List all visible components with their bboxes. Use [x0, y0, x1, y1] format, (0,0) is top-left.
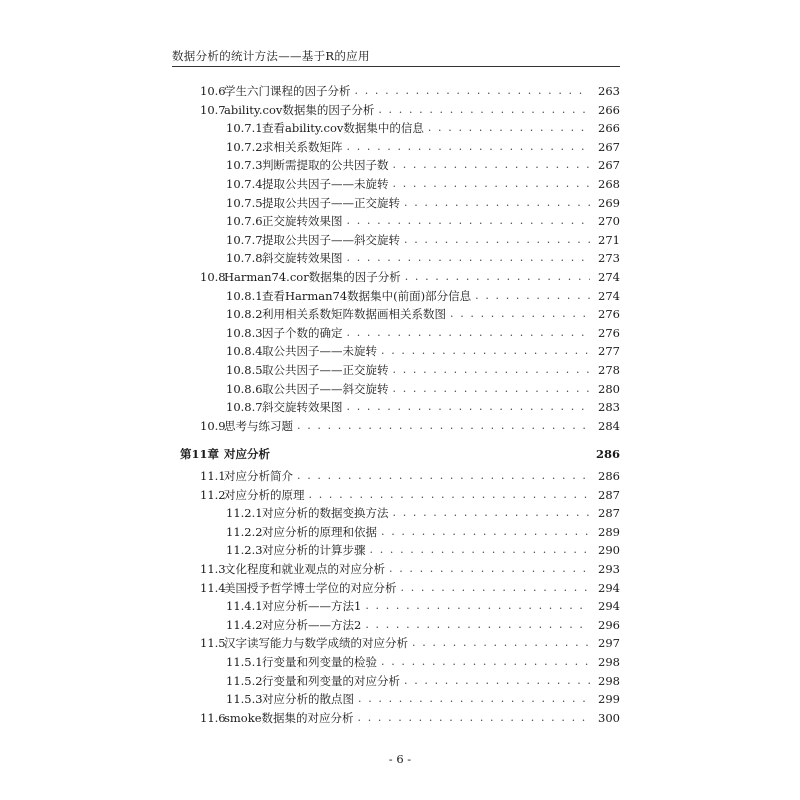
toc-title: 汉字读写能力与数学成绩的对应分析 [224, 636, 408, 651]
toc-number: 10.7.2 [226, 139, 263, 154]
toc-page-number: 298 [598, 655, 620, 669]
toc-title: 判断需提取的公共因子数 [262, 158, 389, 173]
toc-number: 11.4.1 [226, 599, 263, 614]
dot-leader [378, 101, 590, 119]
toc-subsection-row[interactable] [226, 672, 620, 690]
dot-leader [381, 653, 590, 671]
toc-subsection-row[interactable] [226, 504, 620, 522]
dot-leader [393, 175, 591, 193]
toc-number: 11.5 [200, 636, 226, 651]
toc-page-number: 296 [598, 617, 620, 632]
dot-leader [309, 486, 591, 504]
toc-section-row[interactable] [200, 634, 620, 652]
toc-title: 斜交旋转效果图 [262, 400, 343, 415]
toc-title: 对应分析的计算步骤 [262, 543, 366, 558]
dot-leader [347, 212, 591, 230]
header-rule [172, 66, 620, 67]
toc-page-number: 280 [598, 381, 620, 396]
toc-number: 11.5.1 [226, 655, 263, 669]
toc-page-number: 274 [598, 270, 620, 284]
toc-number: 10.8.7 [226, 400, 263, 415]
dot-leader [381, 342, 590, 360]
toc-page-number: 284 [598, 418, 620, 433]
toc-title: 对应分析——方法1 [262, 599, 362, 614]
toc-title: 对应分析 [224, 447, 270, 462]
dot-leader [393, 156, 591, 174]
toc-title: 提取公共因子——斜交旋转 [262, 232, 400, 247]
toc-page-number: 294 [598, 580, 620, 595]
toc-page-number: 290 [598, 543, 620, 558]
toc-title: 提取公共因子——未旋转 [262, 177, 389, 191]
toc-title: 斜交旋转效果图 [262, 251, 343, 266]
toc-title: 对应分析的散点图 [262, 692, 354, 707]
toc-number: 10.8.2 [226, 307, 263, 322]
toc-page-number: 266 [598, 102, 620, 117]
toc-page-number: 269 [598, 195, 620, 210]
toc-page-number: 286 [598, 469, 620, 483]
toc-title: smoke数据集的对应分析 [224, 710, 354, 725]
toc-number: 10.7.4 [226, 177, 263, 191]
toc-title: 取公共因子——正交旋转 [262, 363, 389, 377]
toc-subsection-row[interactable] [226, 523, 620, 541]
dot-leader [358, 690, 590, 708]
toc-title: 提取公共因子——正交旋转 [262, 195, 400, 210]
dot-leader [347, 398, 591, 416]
toc-subsection-row[interactable] [226, 324, 620, 342]
toc-number: 10.8.3 [226, 325, 263, 340]
toc-title: 查看ability.cov数据集中的信息 [262, 121, 424, 136]
dot-leader [475, 287, 590, 305]
toc-subsection-row[interactable] [226, 398, 620, 416]
toc-number: 11.3 [200, 562, 226, 576]
toc-subsection-row[interactable] [226, 212, 620, 230]
dot-leader [355, 82, 591, 100]
dot-leader [404, 231, 590, 249]
toc-number: 第11章 [180, 447, 220, 462]
toc-title: 对应分析——方法2 [262, 617, 362, 632]
toc-number: 11.6 [200, 710, 226, 725]
toc-section-row[interactable] [200, 709, 620, 727]
toc-page-number: 300 [598, 710, 620, 725]
dot-leader [401, 579, 591, 597]
toc-title: 取公共因子——斜交旋转 [262, 381, 389, 396]
dot-leader [347, 249, 591, 267]
toc-subsection-row[interactable] [226, 380, 620, 398]
toc-number: 11.2.1 [226, 506, 263, 521]
toc-subsection-row[interactable] [226, 361, 620, 379]
toc-subsection-row[interactable] [226, 249, 620, 267]
toc-subsection-row[interactable] [226, 616, 620, 634]
toc-number: 10.7.1 [226, 121, 263, 136]
toc-chapter-row[interactable] [180, 445, 620, 463]
toc-title: 对应分析简介 [224, 469, 293, 483]
page-number: - 6 - [388, 752, 412, 766]
toc-section-row[interactable] [200, 560, 620, 578]
toc-subsection-row[interactable] [226, 690, 620, 708]
dot-leader [370, 541, 591, 559]
dot-leader [381, 523, 590, 541]
toc-page-number: 283 [598, 400, 620, 415]
dot-leader [450, 305, 590, 323]
toc-page-number: 276 [598, 325, 620, 340]
toc-number: 10.6 [200, 84, 226, 98]
toc-page-number: 287 [598, 487, 620, 502]
toc-page-number: 297 [598, 636, 620, 651]
dot-leader [297, 417, 590, 435]
toc-number: 10.7.8 [226, 251, 263, 266]
dot-leader [365, 616, 590, 634]
toc-page-number: 267 [598, 139, 620, 154]
toc-page-number: 289 [598, 524, 620, 539]
dot-leader [347, 324, 591, 342]
toc-title: 文化程度和就业观点的对应分析 [224, 562, 385, 576]
toc-page-number: 267 [598, 158, 620, 173]
toc-number: 11.5.2 [226, 673, 263, 688]
toc-title: 思考与练习题 [224, 418, 293, 433]
toc-title: 正交旋转效果图 [262, 214, 343, 229]
toc-subsection-row[interactable] [226, 156, 620, 174]
toc-number: 10.7.6 [226, 214, 263, 229]
dot-leader [393, 504, 591, 522]
toc-page-number: 293 [598, 562, 620, 576]
toc-page-number: 263 [598, 84, 620, 98]
toc-page-number: 286 [595, 447, 620, 462]
dot-leader [404, 672, 590, 690]
toc-number: 11.4.2 [226, 617, 263, 632]
toc-title: 学生六门课程的因子分析 [224, 84, 351, 98]
dot-leader [404, 194, 590, 212]
toc-subsection-row[interactable] [226, 138, 620, 156]
dot-leader [393, 380, 591, 398]
toc-title: 因子个数的确定 [262, 325, 343, 340]
toc-page-number: 271 [598, 232, 620, 247]
dot-leader [412, 634, 590, 652]
toc-number: 11.4 [200, 580, 226, 595]
toc-number: 10.8.6 [226, 381, 263, 396]
toc-title: 行变量和列变量的检验 [262, 655, 377, 669]
toc-number: 11.2.2 [226, 524, 263, 539]
toc-page-number: 268 [598, 177, 620, 191]
dot-leader [347, 138, 591, 156]
toc-number: 10.7.3 [226, 158, 263, 173]
toc-page-number: 277 [598, 344, 620, 359]
toc-title: 对应分析的原理和依据 [262, 524, 377, 539]
toc-number: 11.1 [200, 469, 226, 483]
toc-number: 10.7.7 [226, 232, 263, 247]
toc-page-number: 266 [598, 121, 620, 136]
toc-number: 11.5.3 [226, 692, 263, 707]
toc-title: 行变量和列变量的对应分析 [262, 673, 400, 688]
toc-subsection-row[interactable] [226, 175, 620, 193]
dot-leader [389, 560, 590, 578]
toc-page-number: 294 [598, 599, 620, 614]
toc-subsection-row[interactable] [226, 305, 620, 323]
toc-title: 美国授予哲学博士学位的对应分析 [224, 580, 397, 595]
toc-title: 对应分析的原理 [224, 487, 305, 502]
toc-number: 10.8.1 [226, 288, 263, 303]
dot-leader [428, 119, 590, 137]
toc-page-number: 270 [598, 214, 620, 229]
toc-number: 10.7.5 [226, 195, 263, 210]
toc-subsection-row[interactable] [226, 231, 620, 249]
toc-subsection-row[interactable] [226, 119, 620, 137]
dot-leader [365, 597, 590, 615]
toc-section-row[interactable] [200, 417, 620, 435]
toc-section-row[interactable] [200, 101, 620, 119]
toc-page-number: 274 [598, 288, 620, 303]
toc-number: 10.8 [200, 270, 226, 284]
dot-leader [393, 361, 591, 379]
toc-section-row[interactable] [200, 486, 620, 504]
toc-page-number: 273 [598, 251, 620, 266]
toc-title: Harman74.cor数据集的因子分析 [224, 270, 401, 284]
toc-number: 11.2 [200, 487, 226, 502]
toc-title: ability.cov数据集的因子分析 [224, 102, 375, 117]
toc-number: 10.9 [200, 418, 226, 433]
toc-section-row[interactable] [200, 268, 620, 286]
toc-title: 取公共因子——未旋转 [262, 344, 377, 359]
dot-leader [297, 467, 590, 485]
toc-title: 对应分析的数据变换方法 [262, 506, 389, 521]
toc-page-number: 299 [598, 692, 620, 707]
toc-number: 10.7 [200, 102, 226, 117]
running-header: 数据分析的统计方法——基于R的应用 [172, 49, 370, 63]
toc-subsection-row[interactable] [226, 653, 620, 671]
toc-number: 10.8.5 [226, 363, 263, 377]
toc-number: 11.2.3 [226, 543, 263, 558]
toc-number: 10.8.4 [226, 344, 263, 359]
toc-subsection-row[interactable] [226, 541, 620, 559]
dot-leader [405, 268, 590, 286]
toc-section-row[interactable] [200, 467, 620, 485]
toc-page-number: 298 [598, 673, 620, 688]
toc-page-number: 278 [598, 363, 620, 377]
toc-subsection-row[interactable] [226, 342, 620, 360]
toc-subsection-row[interactable] [226, 194, 620, 212]
toc-section-row[interactable] [200, 579, 620, 597]
toc-title: 求相关系数矩阵 [262, 139, 343, 154]
toc-page-number: 276 [598, 307, 620, 322]
toc-title: 利用相关系数矩阵数据画相关系数图 [262, 307, 446, 322]
toc-page-number: 287 [598, 506, 620, 521]
toc-section-row[interactable] [200, 82, 620, 100]
toc-title: 查看Harman74数据集中(前面)部分信息 [262, 288, 472, 303]
dot-leader [358, 709, 590, 727]
toc-subsection-row[interactable] [226, 597, 620, 615]
toc-subsection-row[interactable] [226, 287, 620, 305]
